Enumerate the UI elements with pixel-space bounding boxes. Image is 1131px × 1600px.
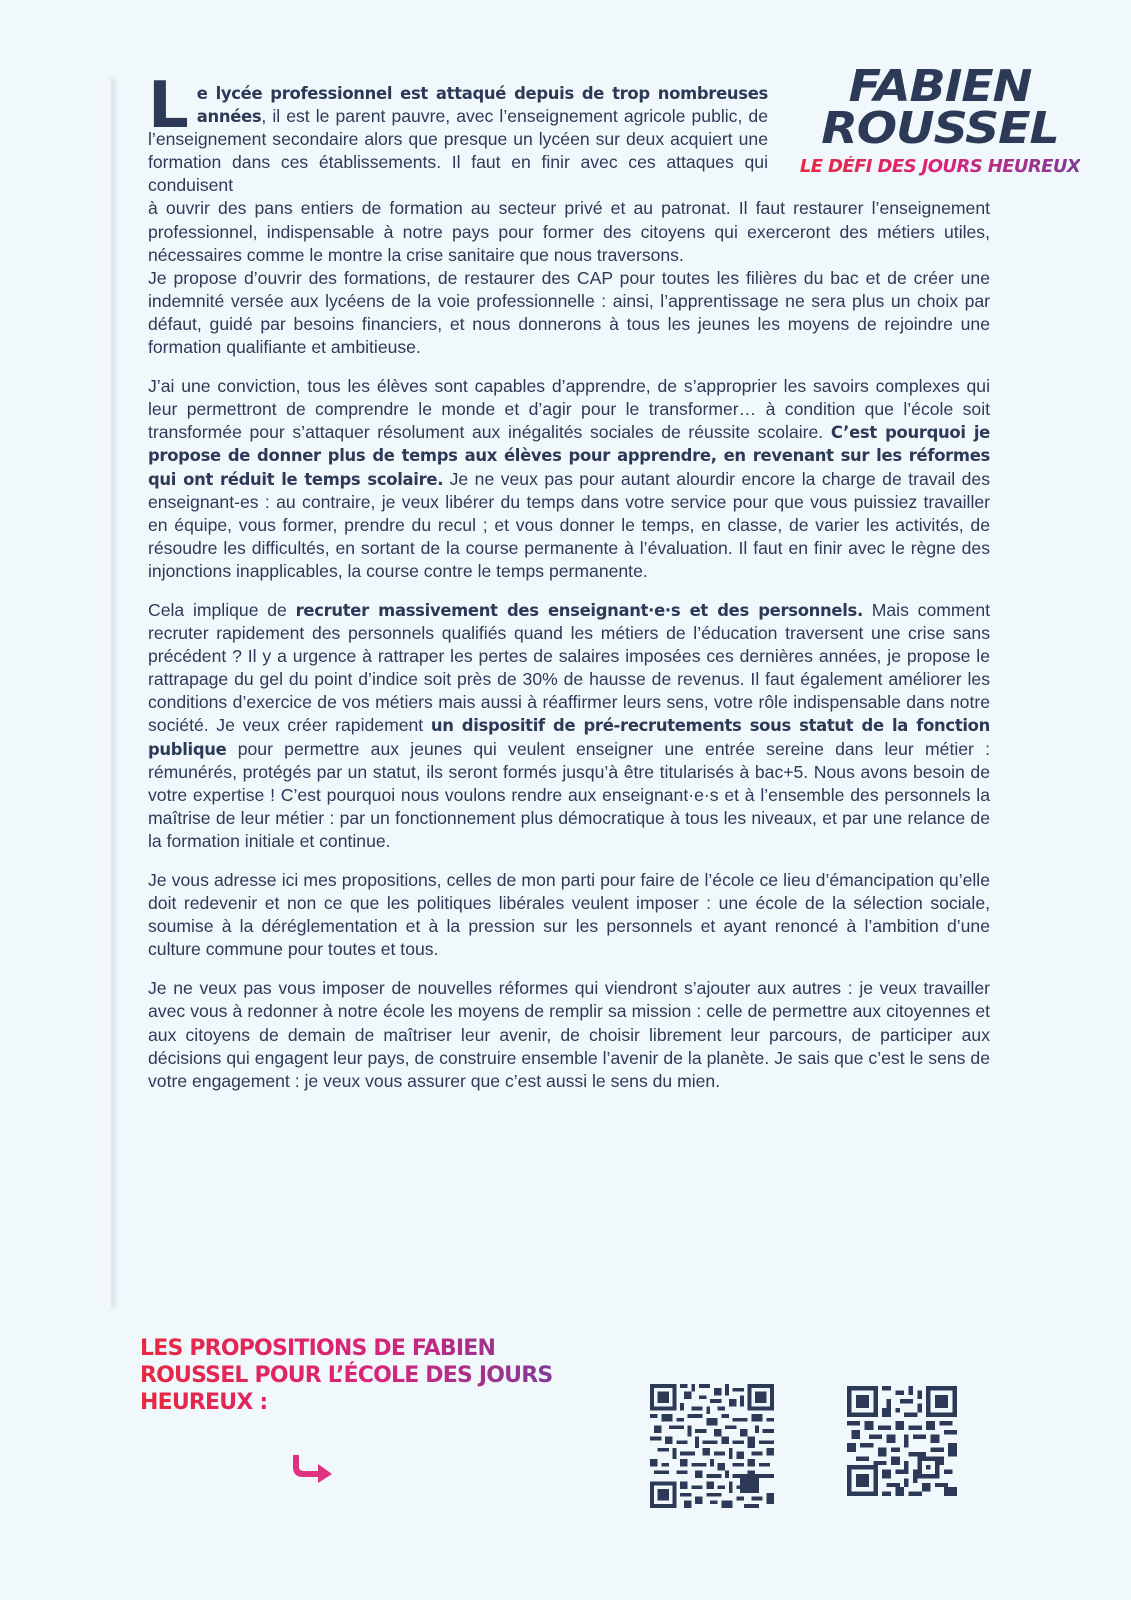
propositions-heading: LES PROPOSITIONS DE FABIEN ROUSSEL POUR L’ÉCOLE DES JOURS HEUREUX : [140, 1335, 560, 1416]
paragraph-text: Mais comment recruter rapidement des personnels qualifiés quand les métiers de l’éducation traversent une crise sans précédent ? Il y a urgence à rattraper les pertes de salaires imposées ces dernières années, je propose le rattrapage du gel du point d’indice soit près de 30% de hausse de revenus. Il faut également améliorer les conditions d’exercice de vos métiers mais aussi à réaffirmer leurs sens, votre rôle indispensable dans notre société. Je veux créer rapidement [148, 599, 990, 736]
paragraph-text: , il est le parent pauvre, avec l’enseignement agricole public, de l’enseignement secondaire alors que presque un lycéen sur deux acquiert une formation dans ces établissements. Il faut en finir avec ces attaques qui conduisent [148, 106, 768, 196]
bold-highlight: un dispositif de pré-recrutements sous statut de la fonction publique [148, 716, 990, 759]
paragraph-text: pour permettre aux jeunes qui veulent enseigner une entrée sereine dans leur métier : rémunérés, protégés par un statut, ils seront formés jusqu’à être titularisés à bac+5. Nous avons besoin de votre expertise ! C’est pourquoi nous voulons rendre aux enseignant·e·s et à l’ensemble des personnels la maîtrise de leur métier : par un fonctionnement plus démocratique à tous les niveaux, et par une relance de la formation initiale et continue. [148, 738, 990, 851]
qr-code-left[interactable] [650, 1384, 774, 1508]
paragraph-1-proposal: Je propose d’ouvrir des formations, de restaurer des CAP pour toutes les filières du bac et de créer une indemnité versée aux lycéens de la voie professionnelle : ainsi, l’apprentissage ne sera plus un choix par défaut, guidé par besoins financiers, et nous donnerons à tous les jeunes les moyens de rejoindre une formation qualifiante et ambitieuse. [148, 267, 990, 358]
logo-tagline: LE DÉFI DES JOURS HEUREUX [799, 156, 1081, 177]
dropcap: L [148, 69, 189, 143]
paragraph-4: Je vous adresse ici mes propositions, celles de mon parti pour faire de l’école ce lieu d’émancipation qu’elle doit redevenir et non ce que les politiques libérales veulent imposer : une école de la sélection sociale, soumise à la déréglementation et à la pression sur les personnels et ayant renoncé à l’ambition d’une culture commune pour toutes et tous. [148, 870, 990, 960]
paragraph-5: Je ne veux pas vous imposer de nouvelles réformes qui viendront s’ajouter aux autres : je veux travailler avec vous à redonner à notre école les moyens de remplir sa mission : celle de permettre aux citoyennes et aux citoyens de demain de maîtriser leur avenir, de choisir librement leur parcours, de participer aux décisions qui engagent leur pays, de construire ensemble l’avenir de la planète. Je sais que c’est le sens de votre engagement : je veux vous assurer que c’est aussi le sens du mien. [148, 978, 990, 1091]
bold-highlight: C’est pourquoi je propose de donner plus de temps aux élèves pour apprendre, en revenant sur les réformes qui ont réduit le temps scolaire. [148, 423, 991, 489]
paragraph-2 [148, 375, 990, 583]
paragraph-1-intro [148, 69, 768, 197]
paragraph-text: Cela implique de [148, 599, 296, 620]
qr-code-right[interactable] [847, 1386, 957, 1496]
paragraph-1-continued: à ouvrir des pans entiers de formation au secteur privé et au patronat. Il faut restaurer l’enseignement professionnel, indispensable à notre pays pour former des citoyens qui exerceront des métiers utiles, nécessaires comme le montre la crise sanitaire que nous traversons. [148, 198, 990, 265]
logo-name-line1: FABIEN [848, 61, 1032, 112]
curved-arrow-right-icon [290, 1453, 334, 1483]
left-decorative-bar [107, 78, 113, 1308]
lead-bold: e lycée professionnel est attaqué depuis de trop nombreuses années [196, 84, 768, 127]
paragraph-3 [148, 599, 990, 853]
bold-highlight: recruter massivement des enseignant·e·s et des personnels. [295, 600, 863, 620]
paragraph-text: Je ne veux pas pour autant alourdir encore la charge de travail des enseignant-es : au contraire, je veux libérer du temps dans votre service pour que vous puissiez travailler en équipe, vous former, prendre du recul ; et vous donner le temps, en classe, de varier les activités, de résoudre les difficultés, en sortant de la course permanente à l’évaluation. Il faut en finir avec le règne des injonctions inapplicables, la course contre le temps permanente. [148, 468, 990, 581]
logo-name-line2: ROUSSEL [821, 103, 1059, 154]
paragraph-text: J’ai une conviction, tous les élèves sont capables d’apprendre, de s’approprier les savoirs complexes qui leur permettront de comprendre le monde et d’agir pour le transformer… à condition que l’école soit transformée pour s’attaquer résolument aux inégalités sociales de réussite scolaire. [148, 376, 990, 443]
